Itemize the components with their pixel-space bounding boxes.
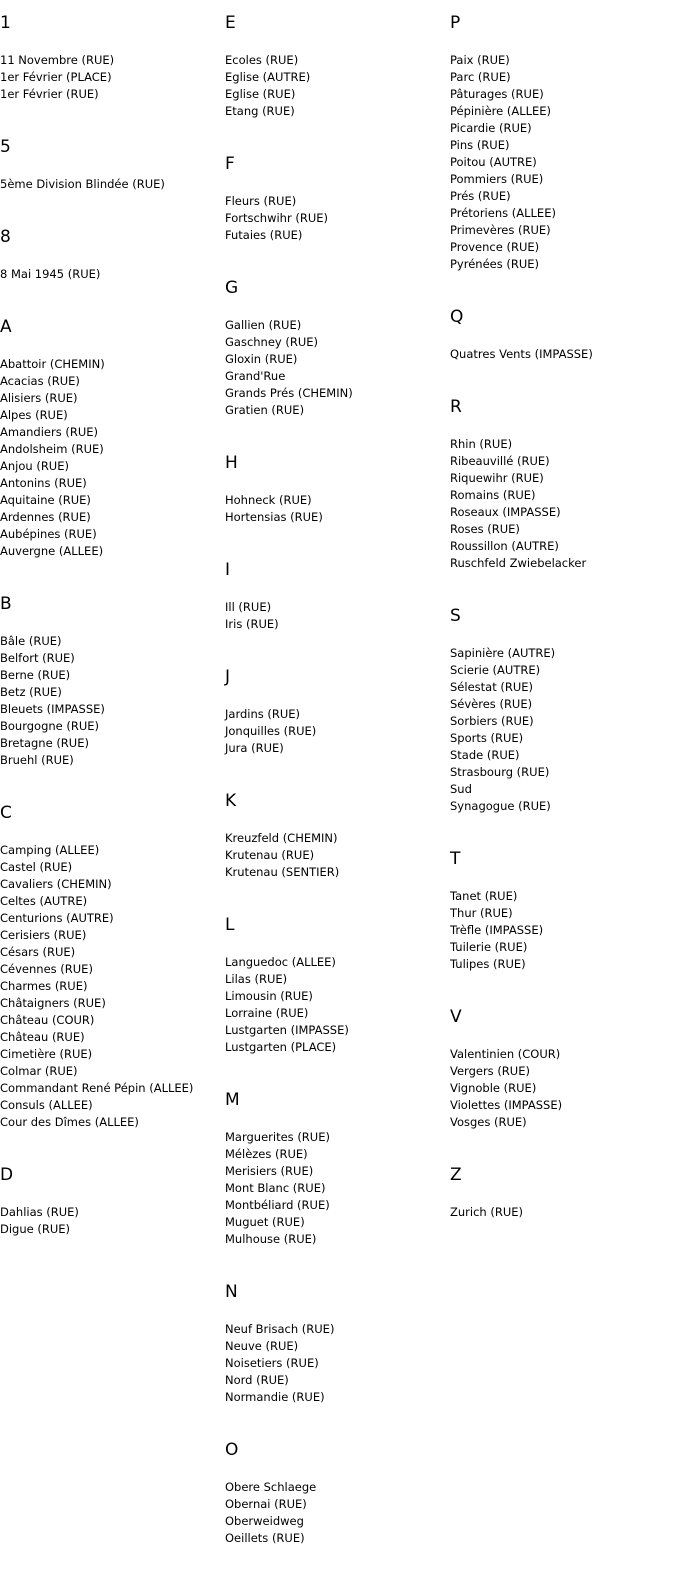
- street-link[interactable]: Etang (RUE): [225, 104, 295, 118]
- letter-group: [450, 1165, 675, 1221]
- letter-group: [225, 453, 450, 526]
- street-link[interactable]: Lorraine (RUE): [225, 1006, 309, 1020]
- street-link[interactable]: Oberweidweg: [225, 1514, 304, 1528]
- street-link[interactable]: Belfort (RUE): [0, 651, 75, 665]
- letter-heading: B: [0, 594, 12, 614]
- street-link[interactable]: Krutenau (RUE): [225, 848, 315, 862]
- street-link[interactable]: Tulipes (RUE): [450, 957, 526, 971]
- street-link[interactable]: Paix (RUE): [450, 53, 510, 67]
- street-link[interactable]: Antonins (RUE): [0, 476, 87, 490]
- street-link[interactable]: Synagogue (RUE): [450, 799, 551, 813]
- letter-group: [225, 278, 450, 419]
- letter-group: [450, 307, 675, 363]
- street-link[interactable]: Jonquilles (RUE): [225, 724, 317, 738]
- street-list: [0, 633, 225, 769]
- street-list: [450, 888, 675, 973]
- street-list: [225, 599, 450, 633]
- street-link[interactable]: Vignoble (RUE): [450, 1081, 537, 1095]
- letter-group: [450, 1007, 675, 1131]
- letter-heading: E: [225, 13, 236, 33]
- street-list: [450, 1046, 675, 1131]
- street-link[interactable]: Gaschney (RUE): [225, 335, 319, 349]
- letter-heading: P: [450, 13, 461, 33]
- street-link[interactable]: Camping (ALLEE): [0, 843, 100, 857]
- street-link[interactable]: Poitou (AUTRE): [450, 155, 537, 169]
- letter-group: [450, 397, 675, 572]
- street-link[interactable]: Vosges (RUE): [450, 1115, 527, 1129]
- street-link[interactable]: Languedoc (ALLEE): [225, 955, 336, 969]
- street-link[interactable]: Krutenau (SENTIER): [225, 865, 340, 879]
- street-list: [225, 830, 450, 881]
- street-link[interactable]: Pépinière (ALLEE): [450, 104, 552, 118]
- street-link[interactable]: Mélèzes (RUE): [225, 1147, 308, 1161]
- street-link[interactable]: Riquewihr (RUE): [450, 471, 544, 485]
- letter-heading: J: [225, 667, 231, 687]
- street-list: [225, 706, 450, 757]
- street-link[interactable]: Sélestat (RUE): [450, 680, 534, 694]
- street-list: [225, 317, 450, 419]
- street-link[interactable]: Mont Blanc (RUE): [225, 1181, 326, 1195]
- letter-group: [225, 791, 450, 881]
- letter-heading: O: [225, 1440, 239, 1460]
- street-link[interactable]: Grand'Rue: [225, 369, 286, 383]
- street-link[interactable]: Pâturages (RUE): [450, 87, 544, 101]
- street-link[interactable]: Romains (RUE): [450, 488, 536, 502]
- street-list: [450, 346, 675, 363]
- letter-heading: I: [225, 560, 231, 580]
- street-link[interactable]: Cimetière (RUE): [0, 1047, 93, 1061]
- street-link[interactable]: Pins (RUE): [450, 138, 510, 152]
- street-list: [225, 193, 450, 244]
- street-link[interactable]: Ill (RUE): [225, 600, 272, 614]
- street-link[interactable]: Auvergne (ALLEE): [0, 544, 104, 558]
- street-link[interactable]: Marguerites (RUE): [225, 1130, 330, 1144]
- index-column: [450, 13, 675, 1255]
- street-link[interactable]: Digue (RUE): [0, 1222, 71, 1236]
- letter-heading: 5: [0, 137, 11, 157]
- street-list: [225, 954, 450, 1056]
- letter-heading: 1: [0, 13, 11, 33]
- street-link[interactable]: 11 Novembre (RUE): [0, 53, 115, 67]
- street-link[interactable]: Eglise (AUTRE): [225, 70, 311, 84]
- street-link[interactable]: Alpes (RUE): [0, 408, 68, 422]
- street-link[interactable]: Bourgogne (RUE): [0, 719, 100, 733]
- letter-group: [225, 13, 450, 120]
- street-link[interactable]: Oeillets (RUE): [225, 1531, 305, 1545]
- letter-heading: 8: [0, 227, 11, 247]
- street-link[interactable]: Jardins (RUE): [225, 707, 301, 721]
- street-link[interactable]: Vergers (RUE): [450, 1064, 530, 1078]
- street-link[interactable]: Grands Prés (CHEMIN): [225, 386, 353, 400]
- letter-heading: K: [225, 791, 237, 811]
- street-link[interactable]: Cour des Dîmes (ALLEE): [0, 1115, 139, 1129]
- street-link[interactable]: Lilas (RUE): [225, 972, 288, 986]
- street-link[interactable]: Anjou (RUE): [0, 459, 69, 473]
- street-list: [450, 436, 675, 572]
- letter-heading: H: [225, 453, 238, 473]
- street-list: [0, 1204, 225, 1238]
- street-link[interactable]: Muguet (RUE): [225, 1215, 305, 1229]
- letter-heading: N: [225, 1282, 238, 1302]
- street-list: [0, 356, 225, 560]
- street-link[interactable]: Neuve (RUE): [225, 1339, 299, 1353]
- street-link[interactable]: Futaies (RUE): [225, 228, 303, 242]
- letter-group: [0, 137, 225, 193]
- street-link[interactable]: Prés (RUE): [450, 189, 511, 203]
- street-link[interactable]: Kreuzfeld (CHEMIN): [225, 831, 338, 845]
- street-link[interactable]: Montbéliard (RUE): [225, 1198, 330, 1212]
- street-link[interactable]: Merisiers (RUE): [225, 1164, 314, 1178]
- street-link[interactable]: Cavaliers (CHEMIN): [0, 877, 112, 891]
- street-link[interactable]: Gallien (RUE): [225, 318, 302, 332]
- street-link[interactable]: 1er Février (PLACE): [0, 70, 112, 84]
- street-link[interactable]: Roses (RUE): [450, 522, 520, 536]
- street-link[interactable]: Obere Schlaege: [225, 1480, 317, 1494]
- street-link[interactable]: Normandie (RUE): [225, 1390, 325, 1404]
- street-list: [0, 266, 225, 283]
- street-link[interactable]: Picardie (RUE): [450, 121, 532, 135]
- street-link[interactable]: Parc (RUE): [450, 70, 511, 84]
- street-link[interactable]: Roseaux (IMPASSE): [450, 505, 561, 519]
- street-link[interactable]: Sapinière (AUTRE): [450, 646, 556, 660]
- street-link[interactable]: Zurich (RUE): [450, 1205, 524, 1219]
- street-list: [225, 1321, 450, 1406]
- street-link[interactable]: Château (RUE): [0, 1030, 85, 1044]
- street-link[interactable]: Cerisiers (RUE): [0, 928, 87, 942]
- street-link[interactable]: Lustgarten (IMPASSE): [225, 1023, 349, 1037]
- street-link[interactable]: Celtes (AUTRE): [0, 894, 88, 908]
- letter-heading: F: [225, 154, 235, 174]
- letter-heading: L: [225, 915, 235, 935]
- street-list: [0, 52, 225, 103]
- index-column: [225, 13, 450, 1581]
- street-link[interactable]: 5ème Division Blindée (RUE): [0, 177, 165, 191]
- letter-group: [0, 803, 225, 1131]
- letter-heading: C: [0, 803, 12, 823]
- letter-group: [0, 317, 225, 560]
- street-link[interactable]: Bleuets (IMPASSE): [0, 702, 105, 716]
- street-link[interactable]: Primevères (RUE): [450, 223, 551, 237]
- street-link[interactable]: Mulhouse (RUE): [225, 1232, 317, 1246]
- street-list: [0, 842, 225, 1131]
- letter-group: [225, 1090, 450, 1248]
- street-list: [225, 1479, 450, 1547]
- street-link[interactable]: Trèfle (IMPASSE): [450, 923, 544, 937]
- street-list: [225, 1129, 450, 1248]
- letter-group: [0, 13, 225, 103]
- street-link[interactable]: Ruschfeld Zwiebelacker: [450, 556, 587, 570]
- letter-heading: T: [450, 849, 461, 869]
- letter-group: [0, 1165, 225, 1238]
- letter-group: [0, 594, 225, 769]
- street-link[interactable]: Abattoir (CHEMIN): [0, 357, 105, 371]
- letter-group: [225, 1282, 450, 1406]
- street-link[interactable]: Nord (RUE): [225, 1373, 289, 1387]
- street-link[interactable]: Jura (RUE): [225, 741, 284, 755]
- street-link[interactable]: Betz (RUE): [0, 685, 62, 699]
- street-link[interactable]: Ardennes (RUE): [0, 510, 91, 524]
- street-link[interactable]: Ecoles (RUE): [225, 53, 299, 67]
- street-link[interactable]: Provence (RUE): [450, 240, 540, 254]
- letter-group: [450, 13, 675, 273]
- street-link[interactable]: Iris (RUE): [225, 617, 279, 631]
- street-link[interactable]: Sévères (RUE): [450, 697, 533, 711]
- street-link[interactable]: Scierie (AUTRE): [450, 663, 541, 677]
- street-link[interactable]: Sorbiers (RUE): [450, 714, 534, 728]
- street-list: [225, 492, 450, 526]
- street-link[interactable]: Hohneck (RUE): [225, 493, 312, 507]
- street-link[interactable]: Limousin (RUE): [225, 989, 313, 1003]
- street-link[interactable]: Alisiers (RUE): [0, 391, 78, 405]
- street-link[interactable]: Bruehl (RUE): [0, 753, 74, 767]
- street-link[interactable]: 1er Février (RUE): [0, 87, 99, 101]
- street-link[interactable]: Consuls (ALLEE): [0, 1098, 93, 1112]
- letter-heading: R: [450, 397, 462, 417]
- street-link[interactable]: Pommiers (RUE): [450, 172, 544, 186]
- street-link[interactable]: Césars (RUE): [0, 945, 76, 959]
- street-list: [450, 52, 675, 273]
- street-link[interactable]: Hortensias (RUE): [225, 510, 323, 524]
- street-link[interactable]: Bâle (RUE): [0, 634, 62, 648]
- street-list: [225, 52, 450, 120]
- letter-group: [225, 560, 450, 633]
- street-link[interactable]: Castel (RUE): [0, 860, 73, 874]
- street-link[interactable]: Stade (RUE): [450, 748, 520, 762]
- street-link[interactable]: Rhin (RUE): [450, 437, 513, 451]
- street-link[interactable]: Dahlias (RUE): [0, 1205, 79, 1219]
- letter-group: [0, 227, 225, 283]
- street-link[interactable]: Noisetiers (RUE): [225, 1356, 319, 1370]
- letter-group: [225, 1440, 450, 1547]
- street-link[interactable]: Acacias (RUE): [0, 374, 80, 388]
- street-link[interactable]: Sports (RUE): [450, 731, 524, 745]
- street-link[interactable]: Obernai (RUE): [225, 1497, 307, 1511]
- street-link[interactable]: Centurions (AUTRE): [0, 911, 114, 925]
- letter-heading: S: [450, 606, 461, 626]
- street-link[interactable]: Charmes (RUE): [0, 979, 88, 993]
- street-link[interactable]: Violettes (IMPASSE): [450, 1098, 563, 1112]
- street-link[interactable]: Lustgarten (PLACE): [225, 1040, 337, 1054]
- street-link[interactable]: Sud: [450, 782, 472, 796]
- street-link[interactable]: Fleurs (RUE): [225, 194, 297, 208]
- street-link[interactable]: Quatres Vents (IMPASSE): [450, 347, 593, 361]
- street-link[interactable]: Château (COUR): [0, 1013, 95, 1027]
- street-link[interactable]: Berne (RUE): [0, 668, 71, 682]
- street-link[interactable]: Tanet (RUE): [450, 889, 518, 903]
- street-link[interactable]: Fortschwihr (RUE): [225, 211, 329, 225]
- letter-heading: A: [0, 317, 12, 337]
- street-link[interactable]: Aubépines (RUE): [0, 527, 97, 541]
- street-link[interactable]: Strasbourg (RUE): [450, 765, 550, 779]
- street-link[interactable]: Cévennes (RUE): [0, 962, 93, 976]
- index-column: [0, 13, 225, 1272]
- letter-group: [450, 606, 675, 815]
- street-link[interactable]: 8 Mai 1945 (RUE): [0, 267, 101, 281]
- street-link[interactable]: Neuf Brisach (RUE): [225, 1322, 335, 1336]
- street-link[interactable]: Aquitaine (RUE): [0, 493, 91, 507]
- street-link[interactable]: Valentinien (COUR): [450, 1047, 561, 1061]
- letter-heading: V: [450, 1007, 462, 1027]
- letter-heading: M: [225, 1090, 240, 1110]
- street-link[interactable]: Bretagne (RUE): [0, 736, 89, 750]
- letter-group: [225, 667, 450, 757]
- letter-heading: G: [225, 278, 239, 298]
- letter-group: [450, 849, 675, 973]
- letter-group: [225, 915, 450, 1056]
- street-link[interactable]: Eglise (RUE): [225, 87, 296, 101]
- street-link[interactable]: Thur (RUE): [450, 906, 513, 920]
- letter-heading: D: [0, 1165, 14, 1185]
- street-link[interactable]: Pyrénées (RUE): [450, 257, 540, 271]
- street-link[interactable]: Amandiers (RUE): [0, 425, 98, 439]
- street-link[interactable]: Andolsheim (RUE): [0, 442, 104, 456]
- letter-heading: Q: [450, 307, 464, 327]
- street-link[interactable]: Tuilerie (RUE): [450, 940, 528, 954]
- street-link[interactable]: Prétoriens (ALLEE): [450, 206, 556, 220]
- letter-heading: Z: [450, 1165, 462, 1185]
- street-list: [450, 645, 675, 815]
- street-link[interactable]: Commandant René Pépin (ALLEE): [0, 1081, 194, 1095]
- street-link[interactable]: Gloxin (RUE): [225, 352, 298, 366]
- letter-group: [225, 154, 450, 244]
- street-list: [0, 176, 225, 193]
- street-list: [450, 1204, 675, 1221]
- street-link[interactable]: Gratien (RUE): [225, 403, 305, 417]
- street-link[interactable]: Colmar (RUE): [0, 1064, 78, 1078]
- street-link[interactable]: Roussillon (AUTRE): [450, 539, 559, 553]
- street-link[interactable]: Châtaigners (RUE): [0, 996, 106, 1010]
- street-link[interactable]: Ribeauvillé (RUE): [450, 454, 550, 468]
